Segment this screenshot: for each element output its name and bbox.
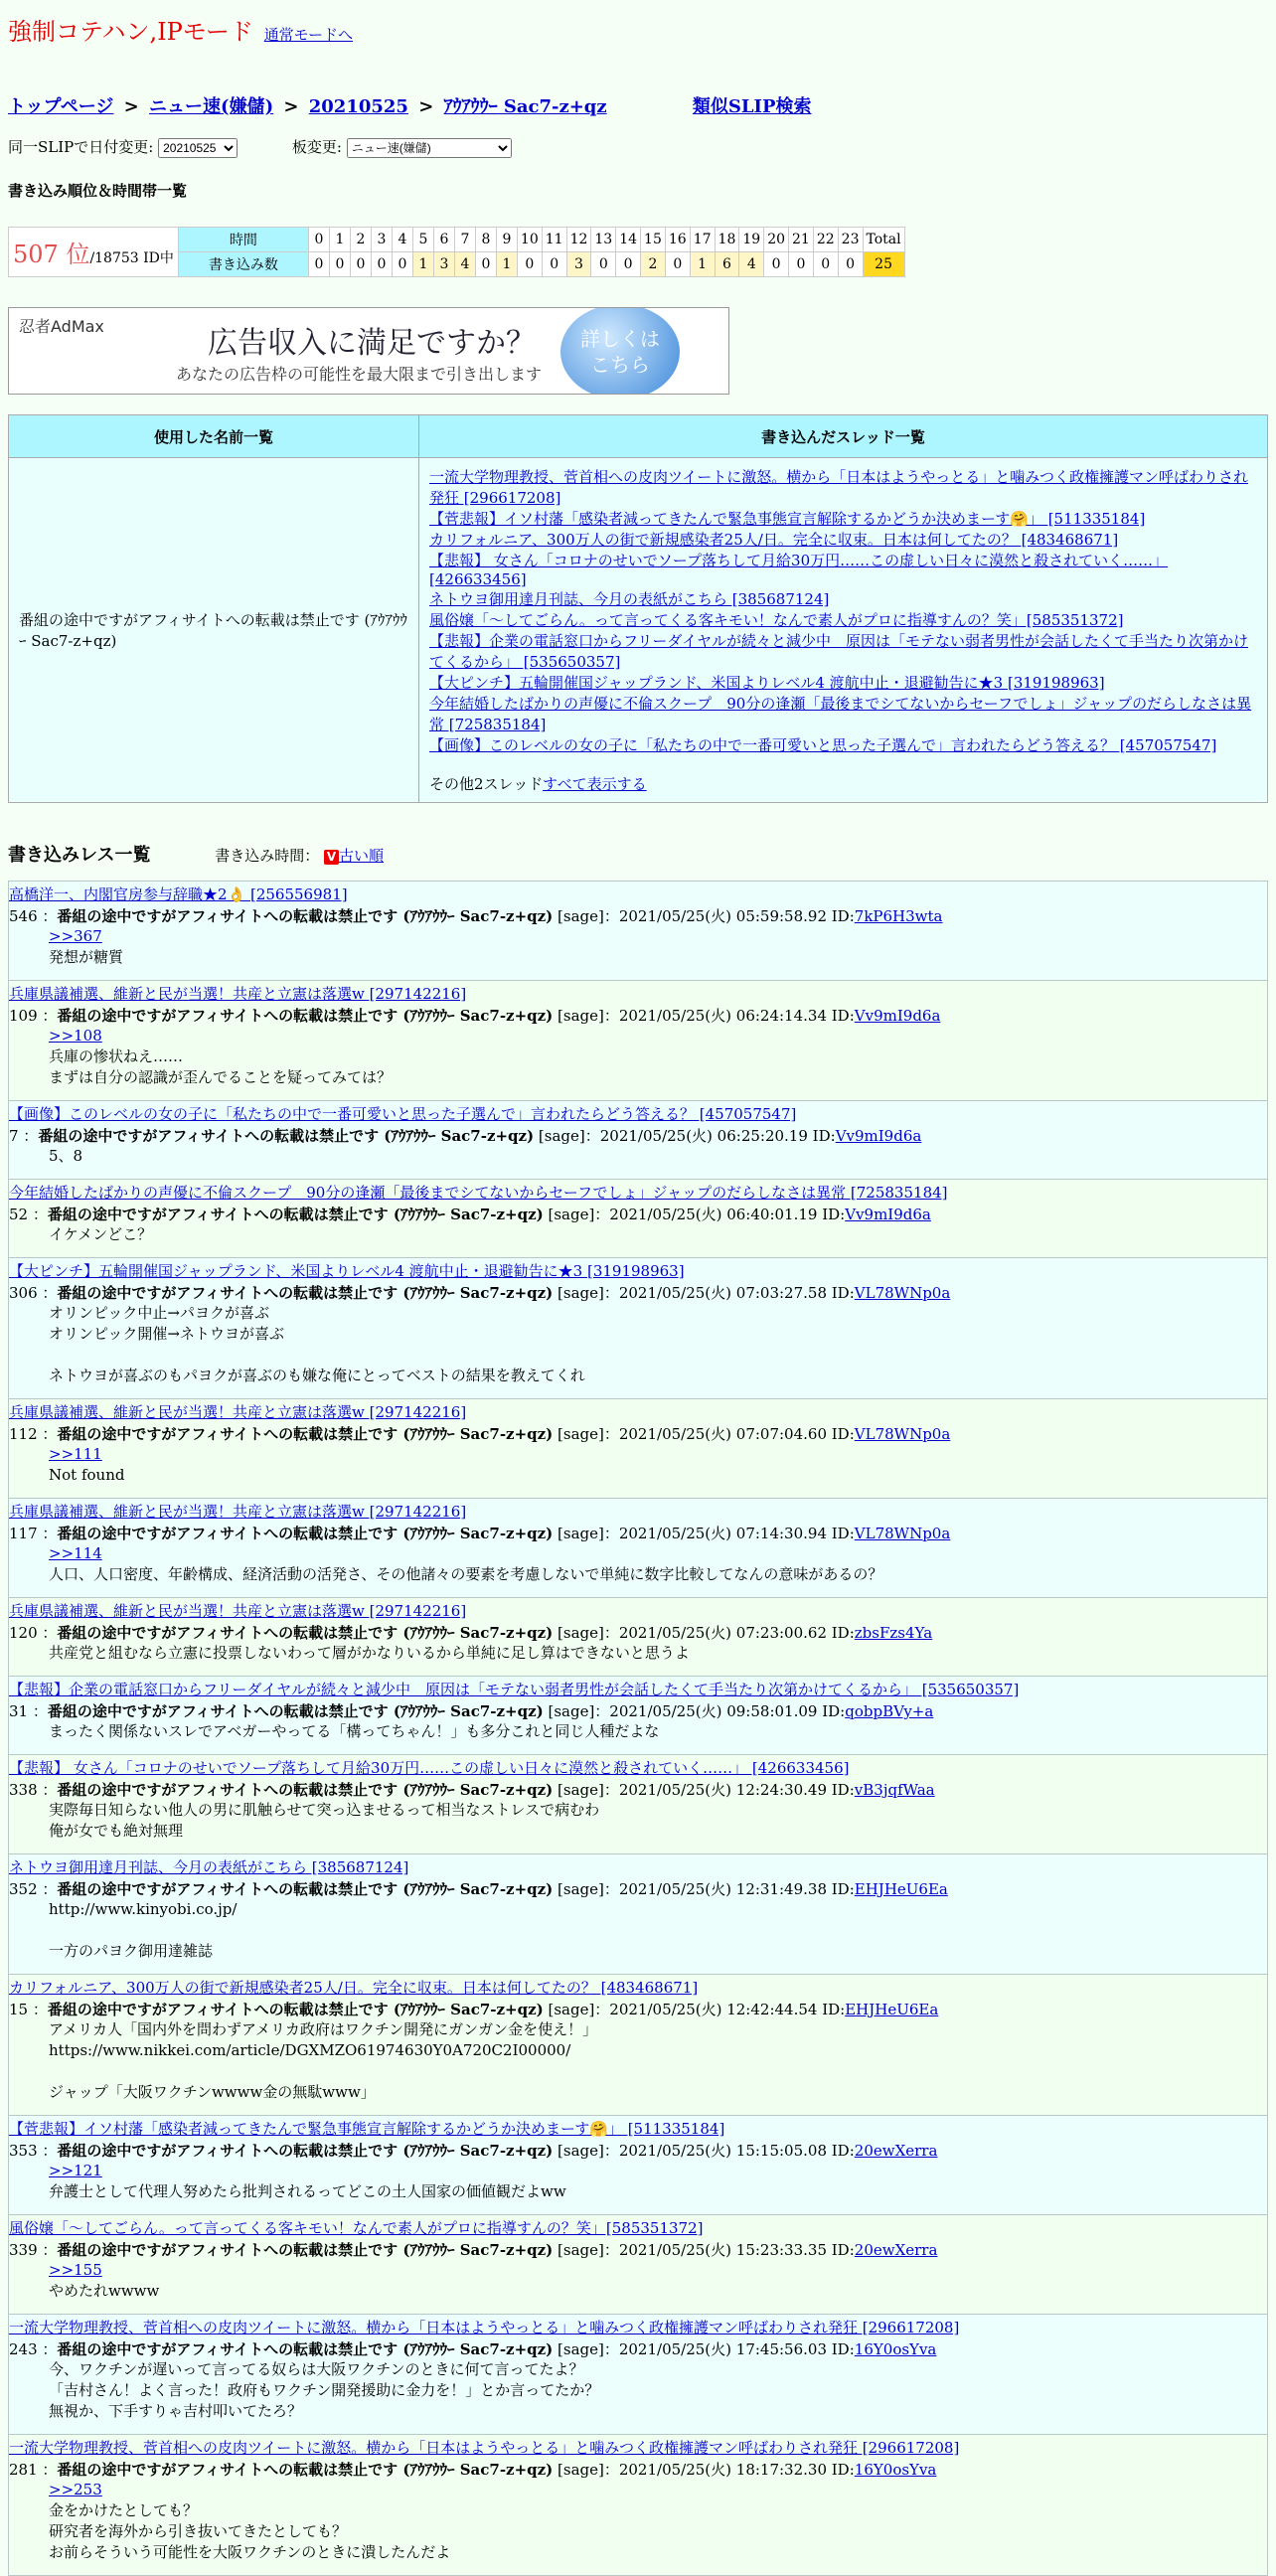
post-meta (9, 1779, 1267, 1800)
post-id-link[interactable]: Vv9mI9d6a (845, 1206, 931, 1223)
post-meta (9, 905, 1267, 926)
hour-cell: 10 (517, 228, 542, 252)
post-number: 306 ： (9, 1284, 58, 1302)
post-text-line: まずは自分の認識が歪んでることを疑ってみては？ (49, 1068, 393, 1086)
post (8, 1180, 1268, 1258)
post-number: 7 ： (9, 1127, 39, 1145)
thread-link[interactable]: 【悲報】 女さん「コロナのせいでソープ落ちして月給30万円……この虚しい日々に漠然と殺されていく……」 [426633456] (429, 552, 1169, 588)
count-cell: 0 (475, 252, 496, 277)
post-text-line: オリンピック中止→パヨクが喜ぶ (49, 1304, 269, 1322)
ad-button-text: 詳しくは (580, 327, 660, 351)
post-text-line: 弁護士として代理人努めたら批判されるってどこの土人国家の価値観だよww (49, 2182, 566, 2200)
post-meta (9, 1282, 1267, 1303)
board-select[interactable] (347, 138, 512, 158)
breadcrumb-date[interactable]: 20210525 (308, 96, 408, 117)
post-date: [sage]：2021/05/25(火) 06:25:20.19 ID: (534, 1127, 836, 1145)
post-body (9, 1643, 1267, 1664)
post-list (0, 881, 1276, 2576)
count-cell: 4 (454, 252, 475, 277)
post-text-line: 金をかけたとしても？ (49, 2501, 199, 2519)
post-thread-link[interactable]: カリフォルニア、300万人の街で新規感染者25人/日。完全に収束。日本は何してたの？ [483468671] (9, 1979, 699, 1997)
post-number: 243 ： (9, 2340, 58, 2358)
post-date: [sage]：2021/05/25(火) 12:24:30.49 ID: (553, 1781, 855, 1799)
post-date: [sage]：2021/05/25(火) 12:31:49.38 ID: (553, 1880, 855, 1898)
post-id-link[interactable]: VL78WNp0a (854, 1425, 951, 1443)
post-thread-link[interactable]: 【画像】このレベルの女の子に「私たちの中で一番可愛いと思った子選んで」言われたらどう答える？ [457057547] (9, 1105, 797, 1123)
rank-cell (9, 228, 179, 277)
breadcrumb-sep: > (283, 96, 299, 117)
time-label: 時間 (178, 228, 308, 252)
sort-oldest-link[interactable]: 古い順 (339, 847, 385, 865)
post (8, 1677, 1268, 1755)
thread-link[interactable]: 今年結婚したばかりの声優に不倫スクープ 90分の逢瀬「最後までシてないからセーフでしょ」ジャップのだらしなさは異常 [725835184] (429, 695, 1252, 733)
post-thread-link[interactable]: 【菅悲報】イソ村藩「感染者減ってきたんで緊急事態宣言解除するかどうか決めまーす🤗」 [511335184] (9, 2120, 725, 2138)
thread-link[interactable]: ネトウヨ御用達月刊誌、今月の表紙がこちら [385687124] (429, 590, 830, 608)
count-cell: 0 (350, 252, 371, 277)
reply-anchor-link[interactable]: >>367 (49, 927, 102, 945)
thread-link[interactable]: 風俗嬢「～してごらん。って言ってくる客キモい！なんで素人がプロに指導すんの？笑」[585351372] (429, 611, 1124, 629)
post-id-link[interactable]: qobpBVy+a (845, 1702, 934, 1720)
post-number: 338 ： (9, 1781, 58, 1799)
rank-table (8, 227, 905, 277)
post-text-line: 共産党と組むなら立憲に投票しないわって層がかなりいるから単純に足し算はできないと思うよ (49, 1644, 690, 1662)
post-thread-link[interactable]: 高橋洋一、内閣官房参与辞職★2👌 [256556981] (9, 886, 348, 903)
post-text-line: 「吉村さん！よく言った！政府もワクチン開発援助に金力を！」とか言ってたか？ (49, 2381, 600, 2399)
thread-link[interactable]: カリフォルニア、300万人の街で新規感染者25人/日。完全に収束。日本は何してたの？ [483468671] (429, 531, 1119, 549)
post-text-line (49, 1920, 1267, 1941)
post-author: 番組の途中ですがアフィサイトへの転載は禁止です (ｱｳｱｳｳｰ Sac7-z+qz) (47, 1702, 544, 1720)
hour-cell: 12 (566, 228, 591, 252)
count-cell: 0 (665, 252, 690, 277)
post-id-link[interactable]: 7kP6H3wta (854, 907, 943, 925)
post-number: 120 ： (9, 1624, 58, 1642)
hour-cell: 9 (496, 228, 517, 252)
thread-link[interactable]: 【菅悲報】イソ村藩「感染者減ってきたんで緊急事態宣言解除するかどうか決めまーす🤗」 [511335184] (429, 510, 1146, 528)
ad-button-text: こちら (590, 353, 650, 377)
count-cell: 0 (813, 252, 838, 277)
hour-cell: 13 (591, 228, 616, 252)
count-cell: 1 (496, 252, 517, 277)
post-thread-link[interactable]: 兵庫県議補選、維新と民が当選！共産と立憲は落選w [297142216] (9, 1602, 467, 1620)
post-id-link[interactable]: VL78WNp0a (854, 1525, 951, 1542)
post-thread-link[interactable]: ネトウヨ御用達月刊誌、今月の表紙がこちら [385687124] (9, 1858, 409, 1876)
post-date: [sage]：2021/05/25(火) 07:14:30.94 ID: (553, 1525, 855, 1542)
post-text-line (49, 2061, 1267, 2082)
count-cell: 0 (591, 252, 616, 277)
post-number: 112 ： (9, 1425, 58, 1443)
post (8, 1101, 1268, 1180)
hour-cell: 8 (475, 228, 496, 252)
post-body (9, 1721, 1267, 1742)
post-author: 番組の途中ですがアフィサイトへの転載は禁止です (ｱｳｱｳｳｰ Sac7-z+qz) (57, 1525, 554, 1542)
post-date: [sage]：2021/05/25(火) 06:24:14.34 ID: (553, 1007, 855, 1025)
post-text-line: 今、ワクチンが遅いって言ってる奴らは大阪ワクチンのときに何て言ってたよ？ (49, 2360, 584, 2378)
post-body (9, 1543, 1267, 1585)
post-text-line: 実際毎日知らない他人の男に肌触らせて突っ込ませるって相当なストレスで病むわ (49, 1801, 600, 1819)
post-id-link[interactable]: 16Y0osYva (854, 2340, 937, 2358)
post-text-line: 一方のパヨク御用達雑誌 (49, 1942, 214, 1960)
post-thread-link[interactable]: 【大ピンチ】五輪開催国ジャップランド、米国よりレベル4 渡航中止・退避勧告に★3 [319198963] (9, 1262, 685, 1280)
post-body (9, 1800, 1267, 1842)
post (8, 2435, 1268, 2576)
post-meta (9, 1005, 1267, 1026)
post (8, 881, 1268, 981)
rank-heading: 書き込み順位＆時間帯一覧 (8, 182, 188, 200)
post-text-line: オリンピック開催→ネトウヨが喜ぶ (49, 1325, 284, 1343)
post-id-link[interactable]: 20ewXerra (854, 2241, 938, 2259)
post-number: 339 ： (9, 2241, 58, 2259)
post-author: 番組の途中ですがアフィサイトへの転載は禁止です (ｱｳｱｳｳｰ Sac7-z+qz) (57, 2142, 554, 2160)
post-id-link[interactable]: EHJHeU6Ea (845, 2001, 939, 2018)
hour-cell: 22 (813, 228, 838, 252)
post-meta (9, 1204, 1267, 1224)
post-body (9, 1444, 1267, 1486)
post-text-line: http://www.kinyobi.co.jp/ (49, 1900, 238, 1918)
hour-cell: 18 (715, 228, 739, 252)
date-change-label: 同一SLIPで日付変更: (8, 138, 154, 156)
breadcrumb-board[interactable]: ニュー速(嫌儲) (149, 96, 274, 117)
post-date: [sage]：2021/05/25(火) 07:23:00.62 ID: (553, 1624, 855, 1642)
post-author: 番組の途中ですがアフィサイトへの転載は禁止です (ｱｳｱｳｳｰ Sac7-z+qz) (57, 1425, 554, 1443)
hour-cell: 20 (764, 228, 789, 252)
post-date: [sage]：2021/05/25(火) 07:03:27.58 ID: (553, 1284, 855, 1302)
hour-cell: 16 (665, 228, 690, 252)
ad-banner[interactable] (8, 307, 729, 395)
post-meta (9, 1125, 1267, 1146)
post-body (9, 2161, 1267, 2202)
post-author: 番組の途中ですがアフィサイトへの転載は禁止です (ｱｳｱｳｳｰ Sac7-z+qz) (57, 2461, 554, 2479)
hour-cell: 5 (412, 228, 433, 252)
count-cell: 4 (739, 252, 764, 277)
thread-link[interactable]: 一流大学物理教授、菅首相への皮肉ツイートに激怒。横から「日本はようやっとる」と噛みつく政権擁護マン呼ばわりされ発狂 [296617208] (429, 468, 1248, 507)
res-list-header (0, 841, 1276, 867)
post-id-link[interactable]: vB3jqfWaa (854, 1781, 935, 1799)
count-cell: 0 (517, 252, 542, 277)
post-number: 109 ： (9, 1007, 58, 1025)
post-text-line: 研究者を海外から引き抜いてきたとしても？ (49, 2522, 348, 2540)
post-meta (9, 1700, 1267, 1721)
post (8, 1499, 1268, 1598)
breadcrumb-sep: > (123, 96, 139, 117)
post-id-link[interactable]: EHJHeU6Ea (854, 1880, 948, 1898)
post-text-line: https://www.nikkei.com/article/DGXMZO61974630Y0A720C2I00000/ (49, 2041, 571, 2059)
normal-mode-link[interactable]: 通常モードへ (263, 26, 354, 44)
post (8, 2116, 1268, 2215)
post-thread-link[interactable]: 風俗嬢「～してごらん。って言ってくる客キモい！なんで素人がプロに指導すんの？笑」[585351372] (9, 2219, 704, 2237)
post-author: 番組の途中ですがアフィサイトへの転載は禁止です (ｱｳｱｳｳｰ Sac7-z+qz) (57, 1624, 554, 1642)
rank-value: 507 位 (13, 241, 90, 268)
post-date: [sage]：2021/05/25(火) 07:07:04.60 ID: (553, 1425, 855, 1443)
post-author: 番組の途中ですがアフィサイトへの転載は禁止です (ｱｳｱｳｳｰ Sac7-z+qz) (57, 1781, 554, 1799)
hour-cell: 17 (690, 228, 715, 252)
count-cell: 1 (690, 252, 715, 277)
hour-cell: 2 (350, 228, 371, 252)
post-thread-link[interactable]: 【悲報】 女さん「コロナのせいでソープ落ちして月給30万円……この虚しい日々に漠然と殺されていく……」 [426633456] (9, 1759, 850, 1777)
count-cell: 3 (566, 252, 591, 277)
used-name: 番組の途中ですがアフィサイトへの転載は禁止です (ｱｳｱｳｳｰ Sac7-z+qz) (9, 458, 419, 803)
count-cell: 0 (542, 252, 566, 277)
post (8, 2315, 1268, 2435)
post-date: [sage]：2021/05/25(火) 06:40:01.19 ID: (543, 1206, 846, 1223)
ad-details-button[interactable] (560, 307, 680, 395)
post-author: 番組の途中ですがアフィサイトへの転載は禁止です (ｱｳｱｳｳｰ Sac7-z+qz) (38, 1127, 535, 1145)
more-threads (429, 773, 1257, 794)
post-id-link[interactable]: VL78WNp0a (854, 1284, 951, 1302)
post-thread-link[interactable]: 今年結婚したばかりの声優に不倫スクープ 90分の逢瀬「最後までシてないからセーフでしょ」ジャップのだらしなさは異常 [725835184] (9, 1184, 948, 1202)
hour-cell: 15 (641, 228, 666, 252)
post-body (9, 1146, 1267, 1167)
post-meta (9, 2338, 1267, 2359)
post-body (9, 1224, 1267, 1245)
ad-logo: 忍者AdMax (19, 317, 104, 336)
hour-cell: 23 (838, 228, 863, 252)
post-number: 546 ： (9, 907, 58, 925)
post-meta (9, 2459, 1267, 2480)
breadcrumb-top[interactable]: トップページ (8, 96, 114, 117)
post-date: [sage]：2021/05/25(火) 12:42:44.54 ID: (543, 2001, 846, 2018)
post-number: 352 ： (9, 1880, 58, 1898)
post-date: [sage]：2021/05/25(火) 17:45:56.03 ID: (553, 2340, 855, 2358)
post (8, 2215, 1268, 2315)
page-header (0, 0, 1276, 47)
board-change-label: 板変更: (291, 138, 342, 156)
ad-headline: 広告収入に満足ですか？ (208, 326, 536, 361)
post-id-link[interactable]: 16Y0osYva (854, 2461, 937, 2479)
post-text-line: 無視か、下手すりゃ吉村叩いてたろ？ (49, 2402, 303, 2420)
thread-list (419, 458, 1268, 803)
count-cell: 0 (392, 252, 412, 277)
post-text-line: ネトウヨが喜ぶのもパヨクが喜ぶのも嫌な俺にとってベストの結果を教えてくれ (49, 1367, 585, 1384)
reply-anchor-link[interactable]: >>108 (49, 1027, 102, 1045)
post-author: 番組の途中ですがアフィサイトへの転載は禁止です (ｱｳｱｳｳｰ Sac7-z+qz) (57, 1284, 554, 1302)
post-author: 番組の途中ですがアフィサイトへの転載は禁止です (ｱｳｱｳｳｰ Sac7-z+qz) (47, 2001, 544, 2018)
post-meta (9, 1523, 1267, 1543)
post (8, 1598, 1268, 1677)
count-cell: 6 (715, 252, 739, 277)
hour-cell: 11 (542, 228, 566, 252)
post-body (9, 1303, 1267, 1386)
post-meta (9, 2140, 1267, 2161)
post-date: [sage]：2021/05/25(火) 09:58:01.09 ID: (543, 1702, 846, 1720)
reply-anchor-link[interactable]: >>121 (49, 2162, 102, 2179)
post-body (9, 1026, 1267, 1088)
post-id-link[interactable]: Vv9mI9d6a (835, 1127, 922, 1145)
selector-row (0, 136, 1276, 158)
count-cell: 1 (412, 252, 433, 277)
hour-cell: 4 (392, 228, 412, 252)
post-thread-link[interactable]: 【悲報】企業の電話窓口からフリーダイヤルが続々と減少中 原因は「モテない弱者男性が会話したくて手当たり次第かけてくるから」 [535650357] (9, 1681, 1020, 1698)
post (8, 1399, 1268, 1499)
count-total-cell: 25 (863, 252, 904, 277)
post-text-line: やめたれwwww (49, 2282, 160, 2300)
post (8, 1854, 1268, 1975)
post (8, 981, 1268, 1101)
post-body (9, 1899, 1267, 1962)
count-cell: 2 (641, 252, 666, 277)
post (8, 1975, 1268, 2116)
post-date: [sage]：2021/05/25(火) 18:17:32.30 ID: (553, 2461, 855, 2479)
post-body (9, 926, 1267, 968)
post-meta (9, 1622, 1267, 1643)
post-body (9, 2260, 1267, 2302)
ad-subtext: あなたの広告枠の可能性を最大限まで引き出します (176, 365, 543, 384)
post-number: 31 ： (9, 1702, 48, 1720)
post-author: 番組の途中ですがアフィサイトへの転載は禁止です (ｱｳｱｳｳｰ Sac7-z+qz) (57, 2340, 554, 2358)
post-body (9, 2359, 1267, 2422)
post-thread-link[interactable]: 一流大学物理教授、菅首相への皮肉ツイートに激怒。横から「日本はようやっとる」と噛みつく政権擁護マン呼ばわりされ発狂 [296617208] (9, 2439, 960, 2457)
post (8, 1755, 1268, 1854)
similar-slip-search-link[interactable]: 類似SLIP検索 (692, 96, 812, 117)
post-number: 117 ： (9, 1525, 58, 1542)
count-cell: 0 (838, 252, 863, 277)
hour-cell: 6 (433, 228, 454, 252)
post-id-link[interactable]: zbsFzs4Ya (854, 1624, 933, 1642)
post-id-link[interactable]: 20ewXerra (854, 2142, 938, 2160)
post-text-line: 発想が糖質 (49, 948, 124, 966)
hour-cell: 1 (329, 228, 350, 252)
page-title: 強制コテハン,IPモード (8, 18, 253, 46)
post-author: 番組の途中ですがアフィサイトへの転載は禁止です (ｱｳｱｳｳｰ Sac7-z+qz) (57, 907, 554, 925)
post-text-line: 俺が女でも絶対無理 (49, 1822, 184, 1840)
reply-anchor-link[interactable]: >>114 (49, 1544, 102, 1562)
reply-anchor-link[interactable]: >>111 (49, 1445, 102, 1463)
post-text-line: まったく関係ないスレでアベガーやってる「構ってちゃん！」も多分これと同じ人種だよな (49, 1722, 660, 1740)
count-cell: 0 (371, 252, 392, 277)
post-date: [sage]：2021/05/25(火) 05:59:58.92 ID: (553, 907, 855, 925)
breadcrumb-sep: > (418, 96, 434, 117)
thread-link[interactable]: 【悲報】企業の電話窓口からフリーダイヤルが続々と減少中 原因は「モテない弱者男性が会話したくて手当たり次第かけてくるから」 [535650357] (429, 632, 1248, 671)
post-number: 15 ： (9, 2001, 48, 2018)
post-number: 281 ： (9, 2461, 58, 2479)
hour-cell: 3 (371, 228, 392, 252)
count-label: 書き込み数 (178, 252, 308, 277)
thread-link[interactable]: 【大ピンチ】五輪開催国ジャップランド、米国よりレベル4 渡航中止・退避勧告に★3 [319198963] (429, 674, 1105, 692)
more-threads-text: その他2スレッド (429, 775, 543, 793)
hour-cell: 14 (616, 228, 641, 252)
post-meta (9, 1878, 1267, 1899)
post-text-line: イケメンどこ？ (49, 1225, 153, 1243)
post-text-line (49, 1345, 1267, 1366)
post-thread-link[interactable]: 一流大学物理教授、菅首相への皮肉ツイートに激怒。横から「日本はようやっとる」と噛みつく政権擁護マン呼ばわりされ発狂 [296617208] (9, 2319, 960, 2336)
count-cell: 0 (764, 252, 789, 277)
post-date: [sage]：2021/05/25(火) 15:15:05.08 ID: (553, 2142, 855, 2160)
post-text-line: 5、8 (49, 1147, 83, 1165)
hour-cell: 7 (454, 228, 475, 252)
post-date: [sage]：2021/05/25(火) 15:23:33.35 ID: (553, 2241, 855, 2259)
rank-total: /18753 ID中 (89, 250, 174, 266)
sort-icon: V (324, 850, 339, 865)
post-id-link[interactable]: Vv9mI9d6a (854, 1007, 941, 1025)
post-meta (9, 1423, 1267, 1444)
post-thread-link[interactable]: 兵庫県議補選、維新と民が当選！共産と立憲は落選w [297142216] (9, 1403, 467, 1421)
post-author: 番組の途中ですがアフィサイトへの転載は禁止です (ｱｳｱｳｳｰ Sac7-z+qz) (47, 1206, 544, 1223)
reply-anchor-link[interactable]: >>253 (49, 2481, 102, 2498)
breadcrumb-slip[interactable]: ｱｳｱｳｳｰ Sac7-z+qz (443, 96, 607, 117)
post-meta (9, 2239, 1267, 2260)
breadcrumb (0, 92, 1276, 118)
show-all-threads-link[interactable]: すべて表示する (542, 775, 647, 793)
post-author: 番組の途中ですがアフィサイトへの転載は禁止です (ｱｳｱｳｳｰ Sac7-z+qz) (57, 1007, 554, 1025)
post (8, 1258, 1268, 1399)
post-number: 52 ： (9, 1206, 48, 1223)
names-table (8, 414, 1268, 803)
hour-cell: 21 (789, 228, 814, 252)
count-cell: 0 (329, 252, 350, 277)
post-text-line: 兵庫の惨状ねえ…… (49, 1047, 184, 1065)
post-thread-link[interactable]: 兵庫県議補選、維新と民が当選！共産と立憲は落選w [297142216] (9, 985, 467, 1003)
hour-cell: 19 (739, 228, 764, 252)
count-cell: 0 (616, 252, 641, 277)
thread-link[interactable]: 【画像】このレベルの女の子に「私たちの中で一番可愛いと思った子選んで」言われたらどう答える？ [457057547] (429, 736, 1217, 754)
threads-col-header: 書き込んだスレッド一覧 (419, 415, 1268, 458)
time-order-label: 書き込み時間： (215, 847, 320, 865)
post-number: 353 ： (9, 2142, 58, 2160)
post-text-line: ジャップ「大阪ワクチンwwww金の無駄www」 (49, 2083, 376, 2101)
post-author: 番組の途中ですがアフィサイトへの転載は禁止です (ｱｳｱｳｳｰ Sac7-z+qz) (57, 1880, 554, 1898)
count-cell: 0 (789, 252, 814, 277)
date-select[interactable] (158, 138, 238, 158)
res-list-title: 書き込みレス一覧 (8, 845, 151, 866)
post-text-line: 人口、人口密度、年齢構成、経済活動の活発さ、その他諸々の要素を考慮しないで単純に数字比較してなんの意味があるの？ (49, 1565, 883, 1583)
names-col-header: 使用した名前一覧 (9, 415, 419, 458)
post-text-line: Not found (49, 1466, 125, 1484)
post-author: 番組の途中ですがアフィサイトへの転載は禁止です (ｱｳｱｳｳｰ Sac7-z+qz) (57, 2241, 554, 2259)
post-body (9, 2480, 1267, 2563)
post-text-line: お前らそういう可能性を大阪ワクチンのときに潰したんだよ (49, 2543, 451, 2561)
post-meta (9, 1999, 1267, 2019)
post-text-line: アメリカ人「国内外を問わずアメリカ政府はワクチン開発にガンガン金を使え！」 (49, 2020, 598, 2038)
hour-cell: 0 (308, 228, 329, 252)
reply-anchor-link[interactable]: >>155 (49, 2261, 102, 2279)
post-thread-link[interactable]: 兵庫県議補選、維新と民が当選！共産と立憲は落選w [297142216] (9, 1503, 467, 1521)
count-cell: 3 (433, 252, 454, 277)
post-body (9, 2019, 1267, 2103)
count-cell: 0 (308, 252, 329, 277)
hour-cell: Total (863, 228, 904, 252)
